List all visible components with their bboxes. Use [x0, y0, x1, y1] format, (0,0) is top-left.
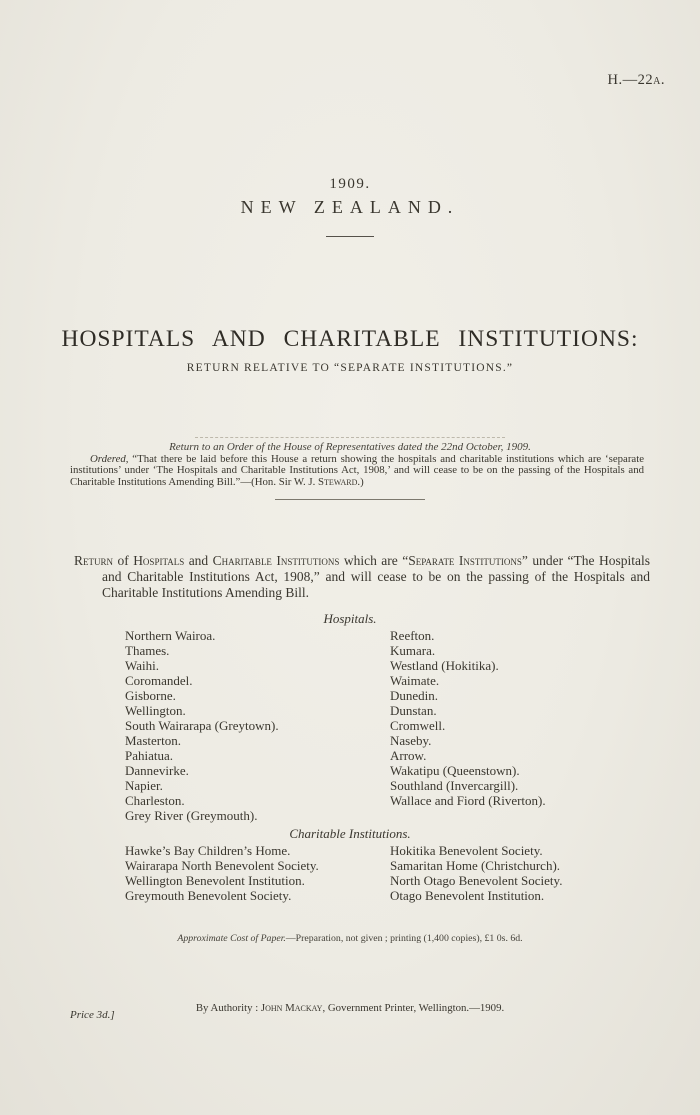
dashed-divider — [195, 437, 505, 438]
list-item: Gisborne. — [125, 688, 176, 703]
list-item: Wellington Benevolent Institution. — [125, 873, 305, 888]
list-item: Cromwell. — [390, 718, 446, 733]
list-item: Pahiatua. — [125, 748, 174, 763]
ordered-paragraph — [70, 454, 644, 488]
list-item: Thames. — [125, 643, 170, 658]
list-item: Dunedin. — [390, 688, 439, 703]
hospitals-list-right — [390, 628, 546, 808]
authority-printer-name: John Mackay — [260, 1002, 323, 1014]
page-subtitle: RETURN RELATIVE TO “SEPARATE INSTITUTIONS.” — [186, 362, 514, 374]
return-statement-segment: which are “ — [339, 553, 409, 568]
authority-lead: By Authority : — [195, 1002, 261, 1014]
list-item: Kumara. — [390, 643, 436, 658]
ordered-lead: Ordered, — [90, 453, 129, 465]
list-item: South Wairarapa (Greytown). — [125, 718, 279, 733]
list-item: Masterton. — [125, 733, 181, 748]
list-item: Arrow. — [390, 748, 427, 763]
return-statement-segment: Separate Institutions — [408, 553, 522, 568]
list-item: Reefton. — [390, 628, 435, 643]
list-item: Waimate. — [390, 673, 440, 688]
list-item: Greymouth Benevolent Society. — [125, 888, 292, 903]
list-item: Samaritan Home (Christchurch). — [390, 858, 561, 873]
ordered-tail: .) — [357, 475, 364, 488]
list-item: Dunstan. — [390, 703, 437, 718]
cost-of-paper-line — [0, 933, 700, 944]
list-item: Naseby. — [390, 733, 432, 748]
return-statement-segment: ” under “The Hospitals and Charitable Institutions Act, 1908,” and will cease to be on the passing of the Hospitals and Charitable Institutions Amending Bill. — [102, 553, 650, 600]
country-heading: NEW ZEALAND. — [240, 197, 460, 217]
list-item: Otago Benevolent Institution. — [390, 888, 545, 903]
list-item: Napier. — [125, 778, 163, 793]
list-item: Wellington. — [125, 703, 186, 718]
price-label: Price 3d.] — [70, 1009, 115, 1021]
list-item: Hawke’s Bay Children’s Home. — [125, 843, 291, 858]
list-item: Southland (Invercargill). — [390, 778, 519, 793]
return-statement-segment: Charitable Institutions — [212, 553, 340, 568]
page-title: HOSPITALS AND CHARITABLE INSTITUTIONS: — [61, 326, 639, 352]
return-statement-segment: and — [184, 553, 213, 568]
list-item: Dannevirke. — [125, 763, 189, 778]
list-item: Westland (Hokitika). — [390, 658, 499, 673]
charitable-list-right — [390, 843, 562, 903]
header-divider — [326, 236, 374, 237]
list-item: Wairarapa North Benevolent Society. — [125, 858, 319, 873]
year-heading: 1909. — [329, 176, 371, 192]
return-statement-segment: of — [113, 553, 134, 568]
charitable-section-heading: Charitable Institutions. — [289, 826, 411, 841]
return-order-line: Return to an Order of the House of Representatives dated the 22nd October, 1909. — [169, 441, 531, 453]
list-item: Wallace and Fiord (Riverton). — [390, 793, 546, 808]
list-item: Charleston. — [125, 793, 185, 808]
hospitals-list-left — [125, 628, 279, 823]
list-item: North Otago Benevolent Society. — [390, 873, 563, 888]
hospitals-section-heading: Hospitals. — [323, 611, 377, 626]
section-divider — [275, 499, 425, 500]
list-item: Hokitika Benevolent Society. — [390, 843, 543, 858]
cost-lead: Approximate Cost of Paper. — [177, 933, 286, 944]
document-number: H.—22a. — [607, 72, 665, 88]
ordered-honorific-name: Steward — [318, 475, 358, 488]
charitable-list-left — [125, 843, 319, 903]
list-item: Grey River (Greymouth). — [125, 808, 258, 823]
return-statement-segment: Hospitals — [133, 553, 185, 568]
return-statement-segment: Return — [74, 553, 114, 568]
authority-tail: , Government Printer, Wellington.—1909. — [322, 1002, 505, 1014]
list-item: Coromandel. — [125, 673, 193, 688]
list-item: Wakatipu (Queenstown). — [390, 763, 520, 778]
list-item: Northern Wairoa. — [125, 628, 216, 643]
return-statement — [74, 553, 650, 600]
cost-body: —Preparation, not given ; printing (1,400 copies), £1 0s. 6d. — [285, 933, 523, 944]
list-item: Waihi. — [125, 658, 159, 673]
ordered-body: “That there be laid before this House a return showing the hospitals and charitable institutions which are ‘separate institutions’ under ‘The Hospitals and Charitable Institutions Act, 1908,’ and will cease to be on the passing of the Hospitals and Charitable Institutions Amending Bill.”—(Hon. Sir W. J. — [70, 453, 644, 488]
